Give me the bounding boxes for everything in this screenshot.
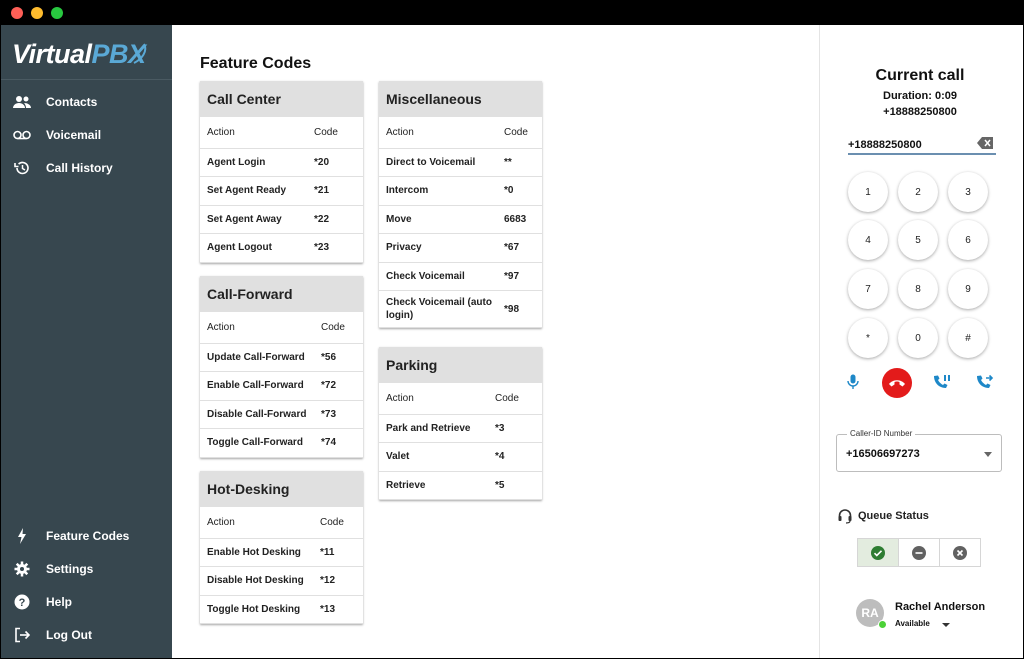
card-title: Call Center [200, 81, 363, 117]
logo-accent-text: PBX [91, 38, 146, 69]
code-cell: *4 [495, 443, 542, 472]
action-cell: Set Agent Away [200, 205, 314, 234]
microphone-icon [847, 374, 859, 390]
minimize-window-button[interactable] [31, 7, 43, 19]
close-icon [953, 546, 967, 560]
logo-text: Virtual [12, 38, 92, 69]
hot-desking-card [200, 471, 363, 624]
maximize-window-button[interactable] [51, 7, 63, 19]
code-cell: *67 [504, 234, 542, 263]
action-cell: Update Call-Forward [200, 343, 321, 372]
action-cell: Privacy [379, 234, 504, 263]
column-header-code: Code [314, 117, 363, 148]
keypad-key-hash[interactable]: # [948, 318, 988, 358]
sidebar-item-call-history[interactable] [1, 153, 172, 183]
miscellaneous-card [379, 81, 542, 328]
presence-indicator [878, 620, 887, 629]
dial-input[interactable] [848, 133, 996, 155]
keypad-key-4[interactable]: 4 [848, 220, 888, 260]
code-cell: *11 [320, 538, 363, 567]
action-cell: Park and Retrieve [379, 414, 495, 443]
column-header-action: Action [200, 117, 314, 148]
bolt-icon [13, 527, 31, 545]
table-row [379, 234, 542, 263]
code-cell: *98 [504, 291, 542, 328]
queue-status-title: Queue Status [858, 510, 929, 522]
feature-code-table [200, 507, 363, 624]
code-cell: *23 [314, 234, 363, 263]
action-cell: Agent Login [200, 148, 314, 177]
card-title: Miscellaneous [379, 81, 542, 117]
table-row [200, 148, 363, 177]
gear-icon [13, 560, 31, 578]
action-cell: Enable Hot Desking [200, 538, 320, 567]
action-cell: Toggle Hot Desking [200, 595, 320, 624]
keypad-key-1[interactable]: 1 [848, 172, 888, 212]
table-row [200, 400, 363, 429]
call-center-card [200, 81, 363, 263]
caller-id-label: Caller-ID Number [847, 429, 915, 438]
table-row [200, 234, 363, 263]
divider [1, 79, 172, 80]
call-number: +18888250800 [883, 106, 957, 118]
code-cell: *12 [320, 567, 363, 596]
table-row [200, 205, 363, 234]
hold-button[interactable] [930, 370, 954, 394]
keypad-key-3[interactable]: 3 [948, 172, 988, 212]
logout-icon [13, 626, 31, 644]
hangup-icon [888, 378, 906, 388]
table-row [379, 414, 542, 443]
action-cell: Retrieve [379, 471, 495, 500]
column-header-code: Code [504, 117, 542, 148]
code-cell: ** [504, 148, 542, 177]
queue-paused-button[interactable] [899, 539, 940, 566]
parking-card [379, 347, 542, 500]
title-bar [0, 0, 1024, 25]
code-cell: *5 [495, 471, 542, 500]
column-header-code: Code [320, 507, 363, 538]
feature-code-table [379, 383, 542, 500]
phone-pause-icon [933, 374, 951, 390]
code-cell: *56 [321, 343, 363, 372]
column-header-code: Code [321, 312, 363, 343]
table-row [379, 205, 542, 234]
keypad-key-star[interactable]: * [848, 318, 888, 358]
user-status[interactable]: Available [895, 619, 930, 628]
action-cell: Direct to Voicemail [379, 148, 504, 177]
card-title: Call-Forward [200, 276, 363, 312]
queue-available-button[interactable] [858, 539, 899, 566]
queue-logout-button[interactable] [940, 539, 980, 566]
table-row [200, 567, 363, 596]
code-cell: *3 [495, 414, 542, 443]
sidebar [1, 25, 172, 658]
keypad-key-5[interactable]: 5 [898, 220, 938, 260]
keypad-key-9[interactable]: 9 [948, 269, 988, 309]
table-row [379, 471, 542, 500]
table-row [200, 372, 363, 401]
sidebar-item-label: Log Out [46, 628, 92, 642]
table-row [379, 148, 542, 177]
transfer-button[interactable] [973, 370, 997, 394]
logo-swoosh-icon [130, 41, 152, 67]
sidebar-item-feature-codes[interactable] [1, 521, 172, 551]
action-cell: Set Agent Ready [200, 177, 314, 206]
table-header [200, 117, 363, 148]
history-icon [13, 159, 31, 177]
column-header-code: Code [495, 383, 542, 414]
contacts-icon [13, 93, 31, 111]
column-header-action: Action [200, 312, 321, 343]
table-header [200, 312, 363, 343]
sidebar-item-label: Call History [46, 161, 113, 175]
svg-text:?: ? [18, 597, 26, 609]
column-header-action: Action [379, 383, 495, 414]
avatar: RA [856, 599, 884, 627]
action-cell: Check Voicemail [379, 262, 504, 291]
main-content [172, 25, 819, 658]
action-cell: Move [379, 205, 504, 234]
phone-forward-icon [976, 374, 994, 390]
keypad-key-0[interactable]: 0 [898, 318, 938, 358]
feature-code-table [200, 312, 363, 458]
user-name: Rachel Anderson [895, 601, 986, 613]
chevron-down-icon[interactable] [942, 623, 950, 627]
caller-id-value: +16506697273 [846, 448, 920, 460]
call-duration: Duration: 0:09 [883, 90, 957, 102]
action-cell: Toggle Call-Forward [200, 429, 321, 458]
sidebar-item-voicemail[interactable] [1, 120, 172, 150]
sidebar-item-label: Help [46, 595, 73, 609]
table-row [379, 291, 542, 328]
action-cell: Agent Logout [200, 234, 314, 263]
sidebar-item-log-out[interactable] [1, 620, 172, 650]
call-panel [819, 25, 1023, 658]
table-row [200, 595, 363, 624]
table-row [379, 262, 542, 291]
action-cell: Intercom [379, 177, 504, 206]
sidebar-item-help[interactable] [1, 587, 172, 617]
code-cell: *13 [320, 595, 363, 624]
code-cell: *97 [504, 262, 542, 291]
sidebar-item-contacts[interactable] [1, 87, 172, 117]
keypad-key-7[interactable]: 7 [848, 269, 888, 309]
table-header [200, 507, 363, 538]
caller-id-select[interactable] [836, 429, 1002, 472]
code-cell: 6683 [504, 205, 542, 234]
table-row [379, 443, 542, 472]
table-row [200, 343, 363, 372]
queue-status-toggle [857, 538, 981, 567]
chevron-down-icon [984, 452, 992, 457]
help-icon [13, 593, 31, 611]
keypad-key-8[interactable]: 8 [898, 269, 938, 309]
code-cell: *22 [314, 205, 363, 234]
keypad-key-2[interactable]: 2 [898, 172, 938, 212]
sidebar-item-label: Feature Codes [46, 529, 130, 543]
feature-code-table [200, 117, 363, 263]
hangup-button[interactable] [882, 368, 912, 398]
code-cell: *21 [314, 177, 363, 206]
code-cell: *20 [314, 148, 363, 177]
feature-code-table [379, 117, 542, 328]
card-title: Parking [379, 347, 542, 383]
code-cell: *73 [321, 400, 363, 429]
table-header [379, 117, 542, 148]
backspace-icon[interactable] [977, 136, 993, 150]
check-icon [871, 546, 885, 560]
action-cell: Valet [379, 443, 495, 472]
current-call-title: Current call [875, 67, 965, 84]
code-cell: *0 [504, 177, 542, 206]
code-cell: *72 [321, 372, 363, 401]
logo [12, 39, 152, 69]
action-cell: Disable Call-Forward [200, 400, 321, 429]
column-header-action: Action [379, 117, 504, 148]
table-header [379, 383, 542, 414]
voicemail-icon [13, 126, 31, 144]
sidebar-item-label: Voicemail [46, 128, 102, 142]
call-forward-card [200, 276, 363, 458]
action-cell: Disable Hot Desking [200, 567, 320, 596]
table-row [200, 429, 363, 458]
mute-button[interactable] [841, 370, 865, 394]
sidebar-item-label: Settings [46, 562, 94, 576]
minus-icon [912, 546, 926, 560]
sidebar-item-settings[interactable] [1, 554, 172, 584]
column-header-action: Action [200, 507, 320, 538]
action-cell: Enable Call-Forward [200, 372, 321, 401]
action-cell: Check Voicemail (auto login) [379, 291, 504, 328]
sidebar-item-label: Contacts [46, 95, 98, 109]
card-title: Hot-Desking [200, 471, 363, 507]
table-row [200, 538, 363, 567]
page-title: Feature Codes [200, 55, 312, 72]
headset-icon [837, 508, 853, 524]
keypad-key-6[interactable]: 6 [948, 220, 988, 260]
code-cell: *74 [321, 429, 363, 458]
table-row [379, 177, 542, 206]
close-window-button[interactable] [11, 7, 23, 19]
table-row [200, 177, 363, 206]
